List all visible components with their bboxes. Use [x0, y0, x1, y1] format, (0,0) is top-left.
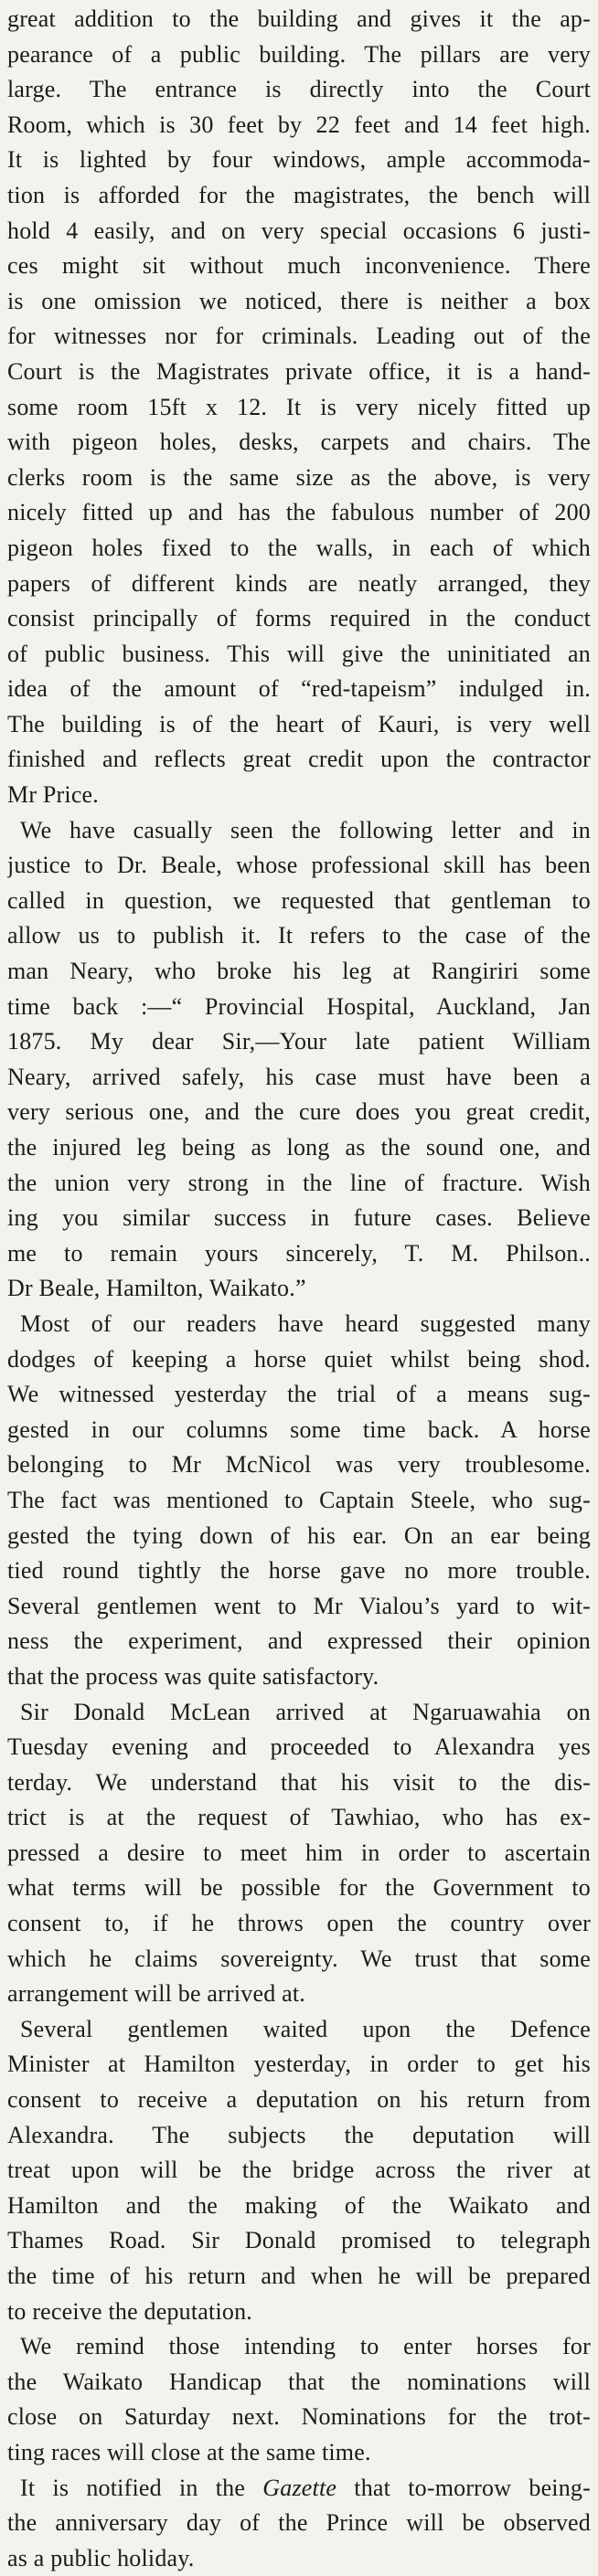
text-line: Alexandra. The subjects the deputation will [7, 2121, 591, 2148]
text-line: pearance of a public building. The pillars are very [7, 40, 591, 68]
text-line: treat upon will be the bridge across the river at [7, 2157, 591, 2184]
text-line: consent to receive a deputation on his return from [7, 2086, 591, 2114]
text-line: Room, which is 30 feet by 22 feet and 14 feet high. [7, 111, 591, 138]
text-line: with pigeon holes, desks, carpets and chairs. The [7, 429, 591, 456]
text-line: Minister at Hamilton yesterday, in order to get his [7, 2051, 591, 2078]
text-line: Several gentlemen went to Mr Vialou’s yard to wit- [7, 1592, 591, 1619]
text-line: The fact was mentioned to Captain Steele, who sug- [7, 1486, 591, 1513]
text-line: what terms will be possible for the Government to [7, 1874, 591, 1902]
text-line: gested the tying down of his ear. On an ear being [7, 1521, 591, 1549]
paragraph-defence [7, 2012, 591, 2329]
text-line: We witnessed yesterday the trial of a means sug- [7, 1381, 591, 1408]
text-line: hold 4 easily, and on very special occasions 6 justi- [7, 217, 591, 244]
text-line: idea of the amount of “red-tapeism” indulged in. [7, 675, 591, 703]
text-line: me to remain yours sincerely, T. M. Philson.. [7, 1239, 591, 1267]
text-fragment: that to-morrow being- [336, 2474, 591, 2501]
text-line: pressed a desire to meet him in order to ascertain [7, 1839, 591, 1866]
text-line: Dr Beale, Hamilton, Waikato.” [7, 1275, 306, 1302]
text-line: is one omission we noticed, there is neither a box [7, 287, 591, 314]
text-line: great addition to the building and gives it the ap- [7, 5, 591, 32]
gazette-italic: Gazette [262, 2474, 337, 2501]
text-line: Thames Road. Sir Donald promised to telegraph [7, 2227, 591, 2254]
text-line [7, 2471, 591, 2507]
text-line: tied round tightly the horse gave no more trouble. [7, 1557, 591, 1585]
text-line: man Neary, who broke his leg at Rangiriri some [7, 958, 591, 985]
text-line: ness the experiment, and expressed their opinion [7, 1627, 591, 1655]
text-line: justice to Dr. Beale, whose professional skill has been [7, 852, 591, 879]
text-line: some room 15ft x 12. It is very nicely fitted up [7, 393, 591, 420]
text-line: consist principally of forms required in the conduct [7, 605, 591, 632]
text-line: We have casually seen the following letter and in [20, 816, 591, 843]
text-fragment: It is notified in the [20, 2474, 263, 2501]
text-line: Hamilton and the making of the Waikato and [7, 2191, 591, 2219]
text-line: Most of our readers have heard suggested many [20, 1309, 591, 1337]
text-line: clerks room is the same size as the above, is very [7, 463, 591, 491]
text-line: trict is at the request of Tawhiao, who has ex- [7, 1804, 591, 1831]
paragraph-gazette [7, 2471, 591, 2576]
text-line: of public business. This will give the uninitiated an [7, 640, 591, 667]
text-line: the Waikato Handicap that the nominations will [7, 2368, 591, 2395]
text-line: pigeon holes fixed to the walls, in each of which [7, 534, 591, 561]
paragraph-horse [7, 1307, 591, 1695]
text-line: called in question, we requested that gentleman to [7, 886, 591, 914]
text-line: close on Saturday next. Nominations for the trot- [7, 2403, 591, 2431]
text-line: We remind those intending to enter horses for [20, 2333, 591, 2360]
text-line: the union very strong in the line of fracture. Wish [7, 1169, 591, 1196]
text-line: Mr Price. [7, 781, 99, 809]
text-line: finished and reflects great credit upon the contractor [7, 746, 591, 773]
text-line: for witnesses nor for criminals. Leading out of the [7, 323, 591, 350]
text-line: Tuesday evening and proceeded to Alexandra yes [7, 1733, 591, 1761]
text-line: large. The entrance is directly into the Court [7, 76, 591, 103]
text-line: ces might sit without much inconvenience. There [7, 252, 591, 280]
text-line: papers of different kinds are neatly arranged, they [7, 569, 591, 597]
text-line: ting races will close at the same time. [7, 2438, 371, 2465]
text-line: terday. We understand that his visit to the dis- [7, 1768, 591, 1796]
text-line: which he claims sovereignty. We trust that some [7, 1945, 591, 1972]
text-line: as a public holiday. [7, 2544, 195, 2571]
text-line: consent to, if he throws open the country over [7, 1910, 591, 1937]
text-line: that the process was quite satisfactory. [7, 1662, 379, 1690]
text-line: ing you similar success in future cases. Believe [7, 1204, 591, 1232]
text-line: to receive the deputation. [7, 2297, 252, 2325]
text-line: Sir Donald McLean arrived at Ngaruawahia on [20, 1698, 591, 1725]
text-line: The building is of the heart of Kauri, is very well [7, 710, 591, 737]
text-line: very serious one, and the cure does you great credit, [7, 1098, 591, 1126]
paragraph-handicap [7, 2329, 591, 2470]
text-line: time back :—“ Provincial Hospital, Auckland, Jan [7, 992, 591, 1020]
text-line: gested in our columns some time back. A horse [7, 1415, 591, 1443]
paragraph-building [7, 2, 591, 813]
text-line: It is lighted by four windows, ample accommoda- [7, 146, 591, 174]
text-line: arrangement will be arrived at. [7, 1980, 305, 2008]
text-line: the time of his return and when he will be prepared [7, 2263, 591, 2289]
paragraph-letter [7, 813, 591, 1307]
text-line: Neary, arrived safely, his case must have been a [7, 1063, 591, 1090]
text-line: 1875. My dear Sir,—Your late patient William [7, 1028, 591, 1055]
text-line: dodges of keeping a horse quiet whilst being shod. [7, 1345, 591, 1373]
text-line: tion is afforded for the magistrates, the bench will [7, 181, 591, 208]
paragraph-mclean [7, 1695, 591, 2012]
text-line: nicely fitted up and has the fabulous number of 200 [7, 499, 591, 526]
text-line: the anniversary day of the Prince will be observed [7, 2509, 591, 2537]
text-line: belonging to Mr McNicol was very troublesome. [7, 1451, 591, 1479]
text-line: the injured leg being as long as the sound one, and [7, 1134, 591, 1161]
text-line: allow us to publish it. It refers to the case of the [7, 922, 591, 949]
text-line: Court is the Magistrates private office, it is a hand- [7, 357, 591, 385]
text-line: Several gentlemen waited upon the Defence [20, 2015, 591, 2042]
